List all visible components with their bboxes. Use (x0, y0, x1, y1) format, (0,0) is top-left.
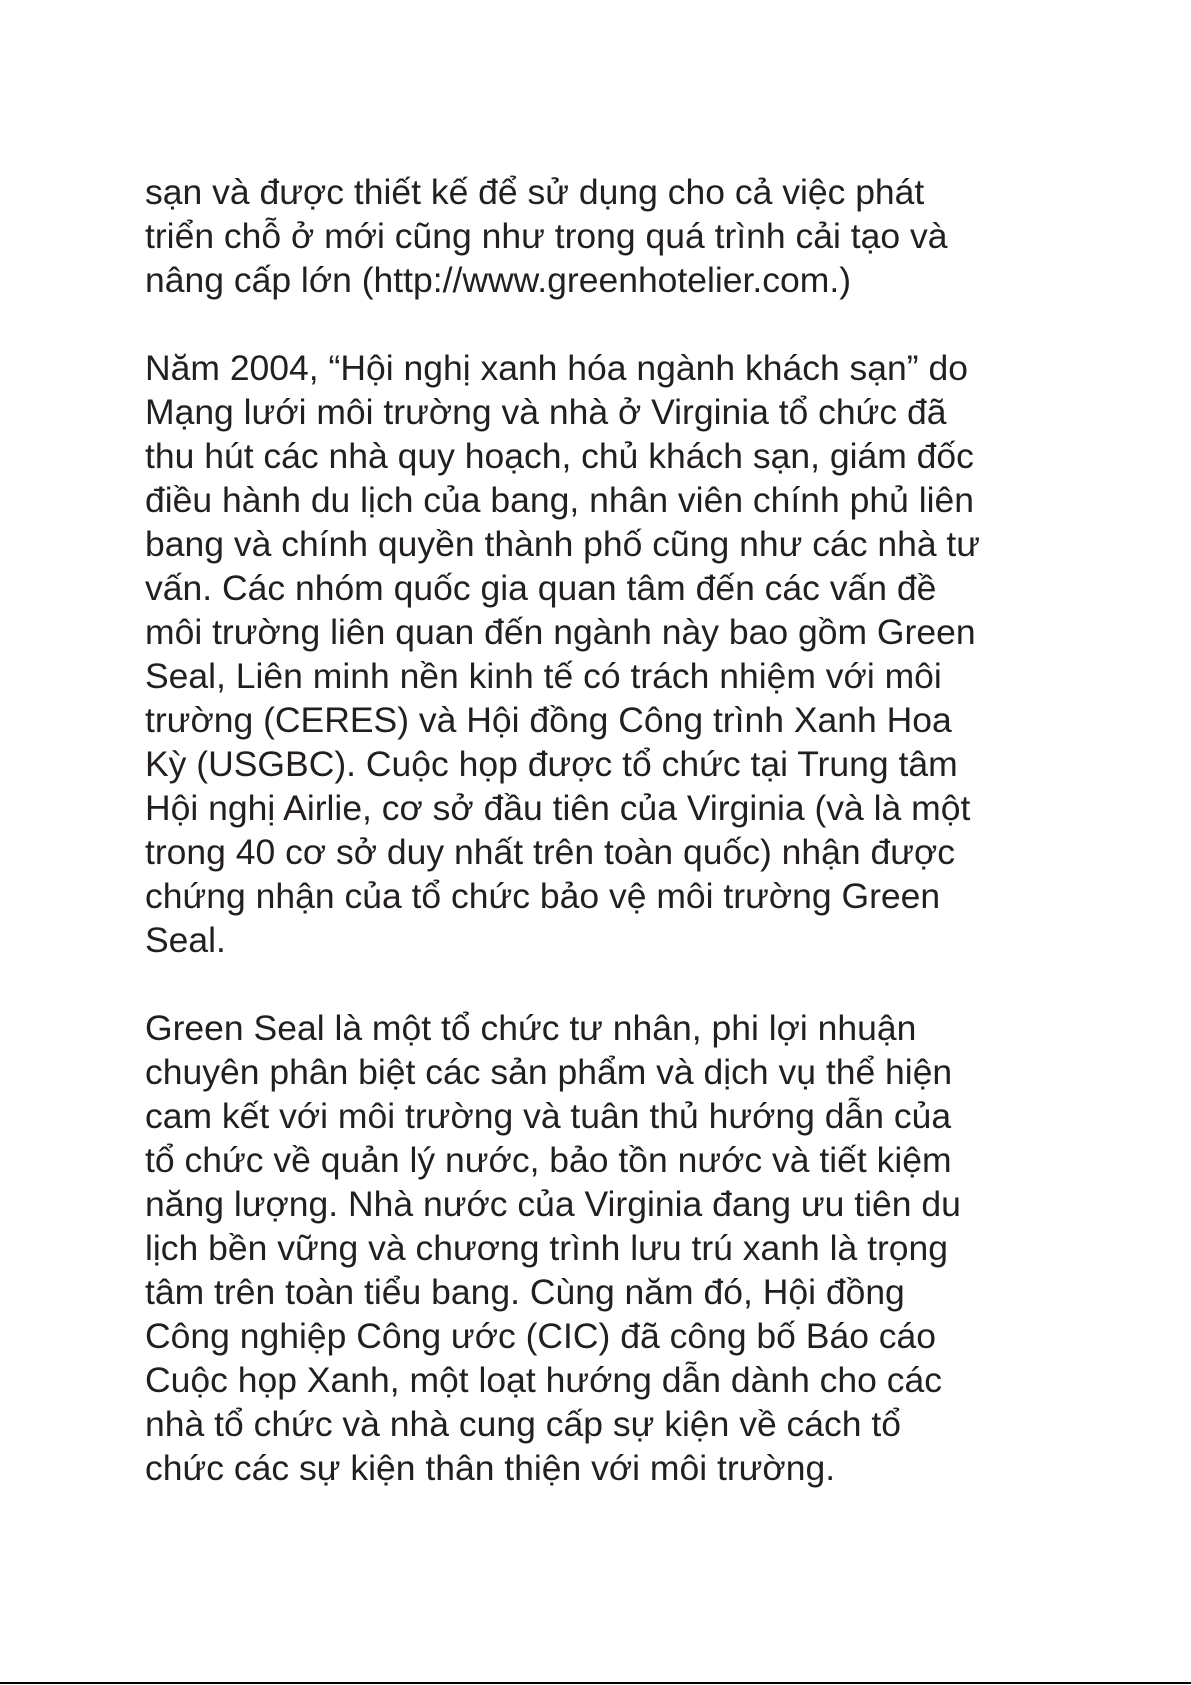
text-line: Seal. (145, 920, 226, 960)
text-line: Hội nghị Airlie, cơ sở đầu tiên của Virginia (và là một (145, 788, 971, 828)
text-line: trong 40 cơ sở duy nhất trên toàn quốc) nhận được (145, 832, 955, 872)
paragraph-1 (145, 170, 1065, 302)
text-line: chuyên phân biệt các sản phẩm và dịch vụ thể hiện (145, 1052, 953, 1092)
text-line: cam kết với môi trường và tuân thủ hướng dẫn của (145, 1096, 952, 1136)
text-line: tổ chức về quản lý nước, bảo tồn nước và tiết kiệm (145, 1140, 952, 1180)
text-line: trường (CERES) và Hội đồng Công trình Xanh Hoa (145, 700, 952, 740)
text-line: triển chỗ ở mới cũng như trong quá trình cải tạo và (145, 216, 948, 256)
text-line: Cuộc họp Xanh, một loạt hướng dẫn dành cho các (145, 1360, 943, 1400)
text-line: Green Seal là một tổ chức tư nhân, phi lợi nhuận (145, 1008, 917, 1048)
text-line: vấn. Các nhóm quốc gia quan tâm đến các vấn đề (145, 568, 937, 608)
text-line: bang và chính quyền thành phố cũng như các nhà tư (145, 524, 981, 564)
text-line: nhà tổ chức và nhà cung cấp sự kiện về cách tổ (145, 1404, 902, 1444)
text-line: điều hành du lịch của bang, nhân viên chính phủ liên (145, 480, 974, 520)
text-line: lịch bền vững và chương trình lưu trú xanh là trọng (145, 1228, 949, 1268)
text-line: năng lượng. Nhà nước của Virginia đang ưu tiên du (145, 1184, 961, 1224)
text-line: Mạng lưới môi trường và nhà ở Virginia tổ chức đã (145, 392, 947, 432)
text-line: chức các sự kiện thân thiện với môi trường. (145, 1448, 836, 1488)
text-line: nâng cấp lớn (http://www.greenhotelier.com.) (145, 260, 852, 300)
text-line: Công nghiệp Công ước (CIC) đã công bố Báo cáo (145, 1316, 937, 1356)
text-line: Seal, Liên minh nền kinh tế có trách nhiệm với môi (145, 656, 942, 696)
paragraph-3 (145, 1006, 1065, 1490)
text-line: môi trường liên quan đến ngành này bao gồm Green (145, 612, 976, 652)
page-bottom-rule (0, 1682, 1191, 1684)
text-line: Năm 2004, “Hội nghị xanh hóa ngành khách sạn” do (145, 348, 968, 388)
paragraph-2 (145, 346, 1065, 962)
text-line: thu hút các nhà quy hoạch, chủ khách sạn, giám đốc (145, 436, 974, 476)
text-line: tâm trên toàn tiểu bang. Cùng năm đó, Hội đồng (145, 1272, 905, 1312)
text-line: Kỳ (USGBC). Cuộc họp được tổ chức tại Trung tâm (145, 744, 958, 784)
text-line: chứng nhận của tổ chức bảo vệ môi trường Green (145, 876, 941, 916)
text-line: sạn và được thiết kế để sử dụng cho cả việc phát (145, 172, 925, 212)
body-text (145, 170, 1065, 1534)
